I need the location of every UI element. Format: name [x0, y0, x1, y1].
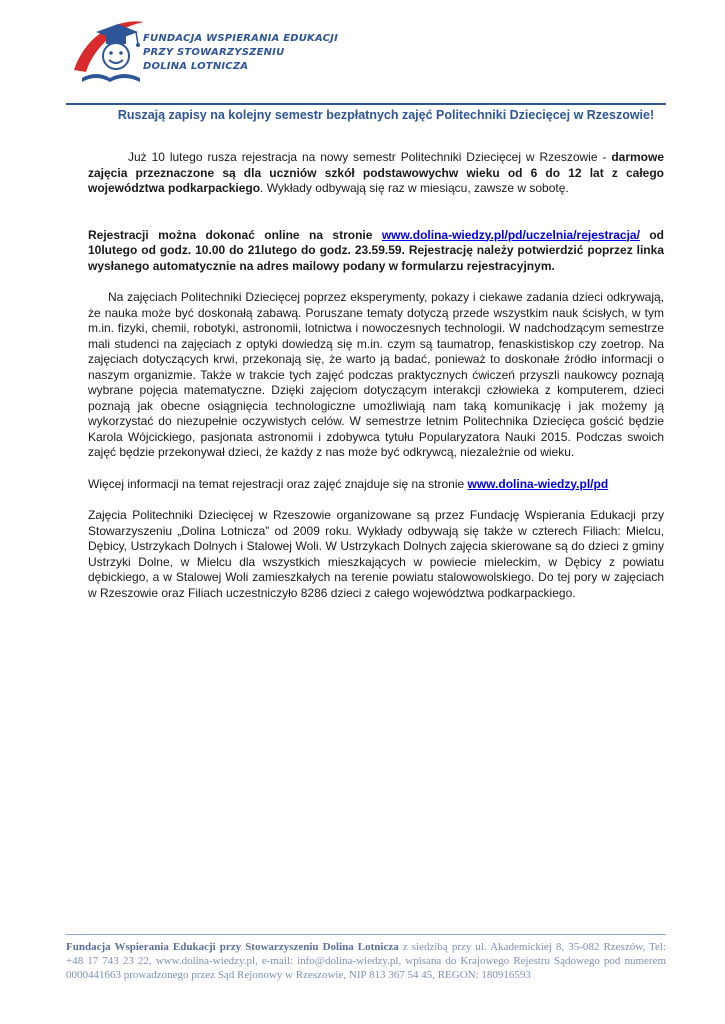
- org-name-line-3: DOLINA LOTNICZA: [143, 61, 249, 72]
- more-info-text: Więcej informacji na temat rejestracji oraz zajęć znajduje się na stronie: [88, 476, 468, 491]
- letterhead: [66, 12, 666, 108]
- foundation-name: [143, 32, 338, 74]
- registration-text-start: Rejestracji można dokonać online na stronie: [88, 227, 382, 242]
- registration-paragraph: [88, 228, 664, 275]
- organization-paragraph: Zajęcia Politechniki Dziecięcej w Rzeszowie organizowane są przez Fundację Wspierania Edukacji przy Stowarzyszeniu „Dolina Lotnicza” od 2009 roku. Wykłady odbywają się także w czterech Filiach: Mielcu, Dębicy, Ustrzykach Dolnych i Stalowej Woli. W Ustrzykach Dolnych zajęcia skierowane są do dzieci z gminy Ustrzyki Dolne, w Mielcu dla wszystkich mieszkających w powiecie mieleckim, w Dębicy z powiatu dębickiego, a w Stalowej Woli zamieszkałych na terenie powiatu stalowowolskiego. Do tej pory w zajęciach w Rzeszowie oraz Filiach uczestniczyło 8286 dzieci z całego województwa podkarpackiego.: [88, 508, 664, 600]
- foundation-logo-icon: [66, 12, 148, 94]
- header-divider: [66, 103, 666, 105]
- footer: [66, 940, 666, 982]
- article-body: [88, 106, 664, 601]
- org-name-line-2: PRZY STOWARZYSZENIU: [143, 47, 285, 58]
- org-name-line-1: FUNDACJA WSPIERANIA EDUKACJI: [143, 33, 339, 44]
- intro-text-end: . Wykłady odbywają się raz w miesiącu, zawsze w sobotę.: [260, 181, 569, 195]
- footer-org-name: Fundacja Wspierania Edukacji przy Stowarzyszeniu Dolina Lotnicza: [66, 941, 399, 953]
- more-info-link[interactable]: www.dolina-wiedzy.pl/pd: [467, 476, 609, 491]
- footer-divider: [66, 934, 666, 935]
- intro-paragraph: [88, 150, 664, 197]
- registration-link[interactable]: www.dolina-wiedzy.pl/pd/uczelnia/rejestracja/: [381, 227, 640, 242]
- intro-text-start: Już 10 lutego rusza rejestracja na nowy semestr Politechniki Dziecięcej w Rzeszowie -: [128, 150, 612, 164]
- article-title: Ruszają zapisy na kolejny semestr bezpłatnych zajęć Politechniki Dziecięcej w Rzeszowie!: [117, 108, 655, 122]
- footer-details: z siedzibą przy ul. Akademickiej 8, 35-082 Rzeszów, Tel: +48 17 743 23 22, www.dolina-wiedzy.pl, e-mail: info@dolina-wiedzy.pl, wpisana do Krajowego Rejestru Sądowego pod numerem 0000441663 prowadzonego przez Sąd Rejonowy w Rzeszowie, NIP 813 367 54 45, REGON: 180916593: [66, 941, 666, 981]
- description-paragraph: Na zajęciach Politechniki Dziecięcej poprzez eksperymenty, pokazy i ciekawe zadania dzieci odkrywają, że nauka może być doskonałą zabawą. Poruszane tematy dotyczą przede wszystkim nauk ścisłych, w tym m.in. fizyki, chemii, robotyki, astronomii, lotnictwa i nowoczesnych technologii. W nadchodzącym semestrze mali studenci na zajęciach z optyki dowiedzą się m.in. czym są taumatrop, fenaskistiskop czy zoetrop. Na zajęciach dotyczących krwi, przekonają się, że warto ją badać, ponieważ to doskonałe źródło informacji o naszym organizmie. Także w trakcie tych zajęć podczas praktycznych ćwiczeń przyszli naukowcy poznają wybrane pojęcia matematyczne. Dzięki zajęciom dotyczącym interakcji człowieka z komputerem, dzieci poznają jak obecne osiągnięcia technologiczne umożliwiają nam taką komunikację i jak możemy ją wykorzystać do niezupełnie oczywistych celów. W semestrze letnim Politechnika Dziecięca gościć będzie Karola Wójcickiego, pasjonata astronomii i zdobywca tytułu Popularyzatora Nauki 2015. Podczas swoich zajęć będzie przekonywał dzieci, że każdy z nas może być odkrywcą, niezależnie od wieku.: [88, 290, 664, 459]
- intro-highlight: darmowe zajęcia przeznaczone są dla uczniów szkół podstawowychw wieku od 6 do 12 lat z całego województwa podkarpackiego: [88, 150, 664, 195]
- more-info-paragraph: [88, 477, 664, 493]
- registration-text-end: od 10lutego od godz. 10.00 do 21lutego do godz. 23.59.59. Rejestrację należy potwierdzić poprzez linka wysłanego automatycznie na adres mailowy podany w formularzu rejestracyjnym.: [88, 227, 664, 273]
